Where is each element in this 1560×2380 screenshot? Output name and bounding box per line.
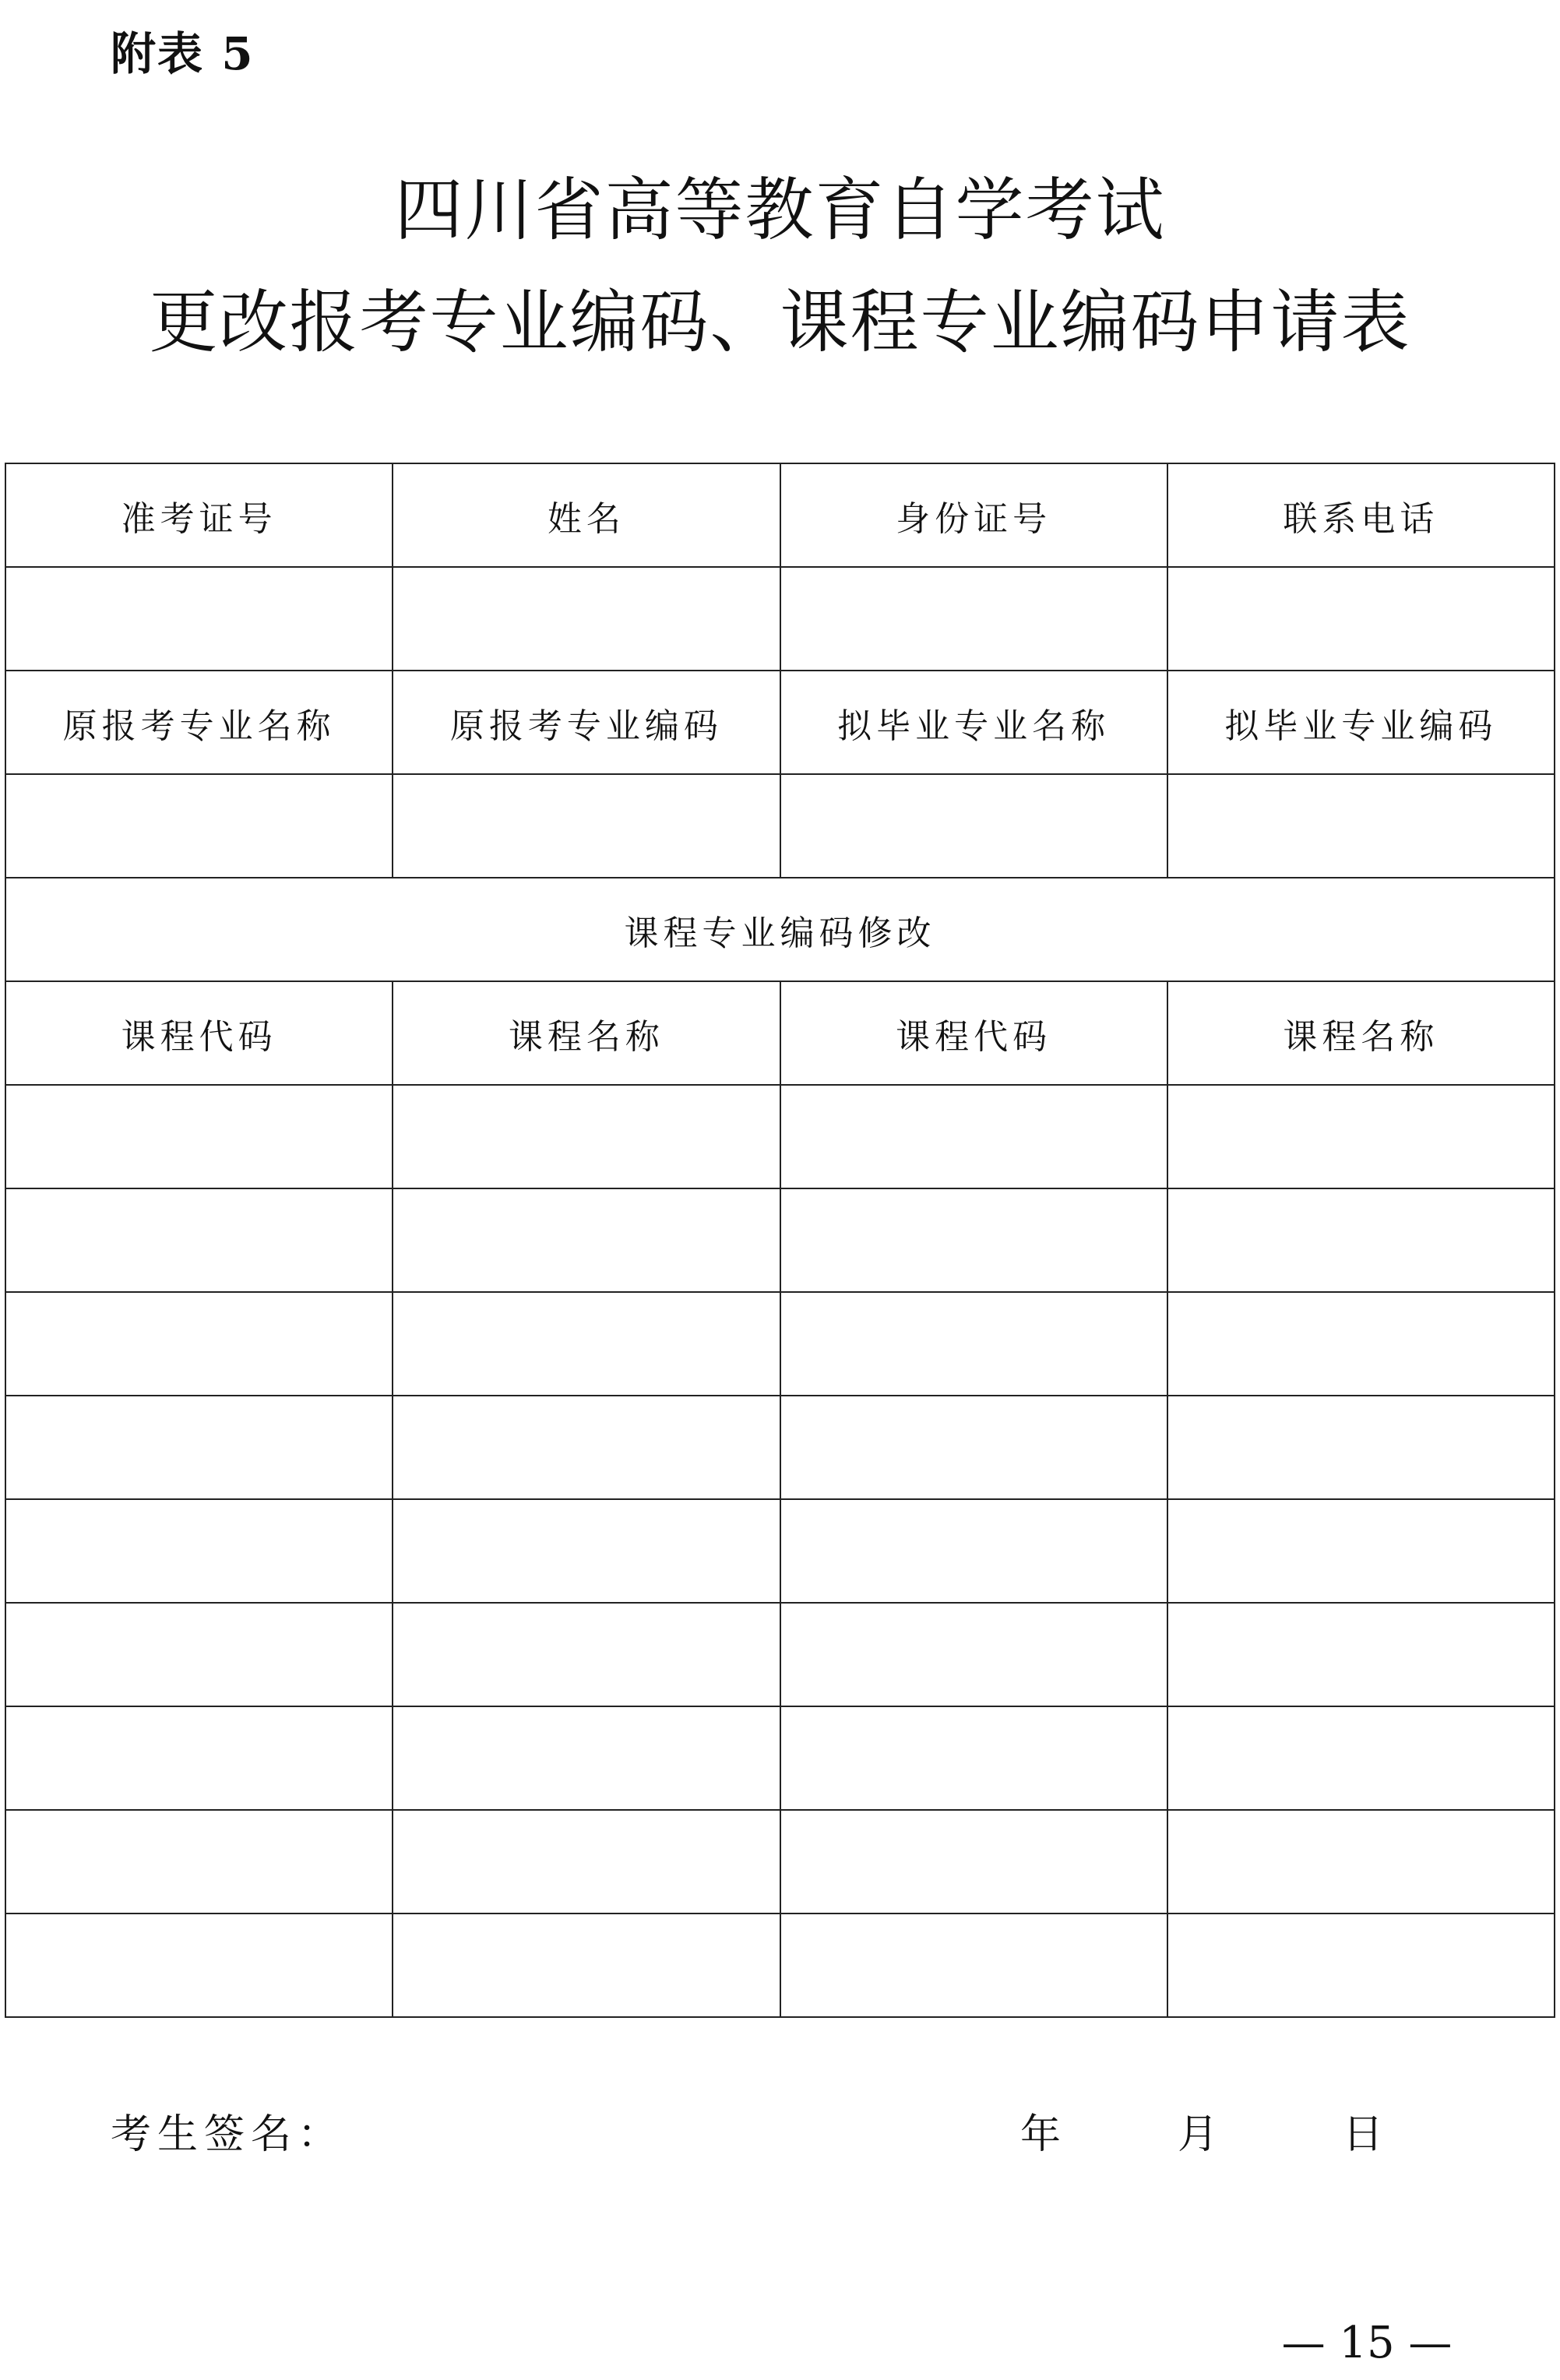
table-row bbox=[5, 1810, 1555, 1914]
table-row bbox=[5, 1499, 1555, 1603]
header-course-code-1: 课程代码 bbox=[5, 981, 393, 1085]
course-code-1-field[interactable] bbox=[5, 1603, 393, 1706]
course-rows bbox=[5, 1085, 1555, 2017]
course-code-2-field[interactable] bbox=[780, 1188, 1167, 1292]
header-original-major-name: 原报考专业名称 bbox=[5, 671, 393, 774]
table-row bbox=[5, 1914, 1555, 2017]
course-name-2-field[interactable] bbox=[1167, 1810, 1555, 1914]
course-code-2-field[interactable] bbox=[780, 1914, 1167, 2017]
course-name-1-field[interactable] bbox=[393, 1914, 780, 2017]
course-code-1-field[interactable] bbox=[5, 1396, 393, 1499]
table-row bbox=[5, 1292, 1555, 1396]
course-code-1-field[interactable] bbox=[5, 1810, 393, 1914]
course-code-2-field[interactable] bbox=[780, 1810, 1167, 1914]
course-name-2-field[interactable] bbox=[1167, 1292, 1555, 1396]
header-name: 姓名 bbox=[393, 463, 780, 567]
course-code-1-field[interactable] bbox=[5, 1914, 393, 2017]
course-name-2-field[interactable] bbox=[1167, 1085, 1555, 1188]
header-id-number: 身份证号 bbox=[780, 463, 1167, 567]
signature-label: 考生签名： bbox=[111, 2111, 345, 2158]
table-row bbox=[5, 1396, 1555, 1499]
course-name-2-field[interactable] bbox=[1167, 1914, 1555, 2017]
course-code-2-field[interactable] bbox=[780, 1085, 1167, 1188]
course-name-1-field[interactable] bbox=[393, 1188, 780, 1292]
section-header-course-change: 课程专业编码修改 bbox=[5, 878, 1555, 981]
table-row bbox=[5, 1188, 1555, 1292]
phone-field[interactable] bbox=[1167, 567, 1555, 671]
header-row-course bbox=[5, 981, 1555, 1085]
exam-number-field[interactable] bbox=[5, 567, 393, 671]
header-intended-major-name: 拟毕业专业名称 bbox=[780, 671, 1167, 774]
header-phone: 联系电话 bbox=[1167, 463, 1555, 567]
course-code-2-field[interactable] bbox=[780, 1706, 1167, 1810]
course-code-1-field[interactable] bbox=[5, 1499, 393, 1603]
attachment-label: 附表 5 bbox=[111, 27, 255, 80]
header-intended-major-code: 拟毕业专业编码 bbox=[1167, 671, 1555, 774]
course-code-1-field[interactable] bbox=[5, 1292, 393, 1396]
form-title-line2: 更改报考专业编码、课程专业编码申请表 bbox=[149, 282, 1411, 362]
course-code-2-field[interactable] bbox=[780, 1396, 1167, 1499]
course-name-1-field[interactable] bbox=[393, 1810, 780, 1914]
course-name-1-field[interactable] bbox=[393, 1499, 780, 1603]
header-course-name-2: 课程名称 bbox=[1167, 981, 1555, 1085]
course-name-2-field[interactable] bbox=[1167, 1706, 1555, 1810]
course-name-1-field[interactable] bbox=[393, 1706, 780, 1810]
header-course-name-1: 课程名称 bbox=[393, 981, 780, 1085]
date-month-label: 月 bbox=[1178, 2111, 1219, 2158]
table-row bbox=[5, 1085, 1555, 1188]
page-number: — 15 — bbox=[1281, 2318, 1453, 2368]
header-row-major bbox=[5, 671, 1555, 774]
intended-major-code-field[interactable] bbox=[1167, 774, 1555, 878]
course-name-2-field[interactable] bbox=[1167, 1188, 1555, 1292]
course-code-1-field[interactable] bbox=[5, 1085, 393, 1188]
header-row-personal bbox=[5, 463, 1555, 567]
input-row-major bbox=[5, 774, 1555, 878]
original-major-code-field[interactable] bbox=[393, 774, 780, 878]
course-name-1-field[interactable] bbox=[393, 1396, 780, 1499]
header-exam-number: 准考证号 bbox=[5, 463, 393, 567]
course-name-1-field[interactable] bbox=[393, 1603, 780, 1706]
date-year-label: 年 bbox=[1020, 2111, 1062, 2158]
header-course-code-2: 课程代码 bbox=[780, 981, 1167, 1085]
intended-major-name-field[interactable] bbox=[780, 774, 1167, 878]
course-name-2-field[interactable] bbox=[1167, 1499, 1555, 1603]
course-name-2-field[interactable] bbox=[1167, 1603, 1555, 1706]
course-code-1-field[interactable] bbox=[5, 1706, 393, 1810]
form-title-line1: 四川省高等教育自学考试 bbox=[394, 170, 1166, 250]
id-number-field[interactable] bbox=[780, 567, 1167, 671]
input-row-personal bbox=[5, 567, 1555, 671]
course-code-2-field[interactable] bbox=[780, 1292, 1167, 1396]
table-row bbox=[5, 1706, 1555, 1810]
original-major-name-field[interactable] bbox=[5, 774, 393, 878]
section-row-course-change bbox=[5, 878, 1555, 981]
header-original-major-code: 原报考专业编码 bbox=[393, 671, 780, 774]
course-name-1-field[interactable] bbox=[393, 1085, 780, 1188]
date-day-label: 日 bbox=[1343, 2111, 1384, 2158]
course-code-1-field[interactable] bbox=[5, 1188, 393, 1292]
course-code-2-field[interactable] bbox=[780, 1499, 1167, 1603]
course-code-2-field[interactable] bbox=[780, 1603, 1167, 1706]
name-field[interactable] bbox=[393, 567, 780, 671]
table-row bbox=[5, 1603, 1555, 1706]
course-name-2-field[interactable] bbox=[1167, 1396, 1555, 1499]
application-form-table bbox=[5, 463, 1555, 2018]
course-name-1-field[interactable] bbox=[393, 1292, 780, 1396]
